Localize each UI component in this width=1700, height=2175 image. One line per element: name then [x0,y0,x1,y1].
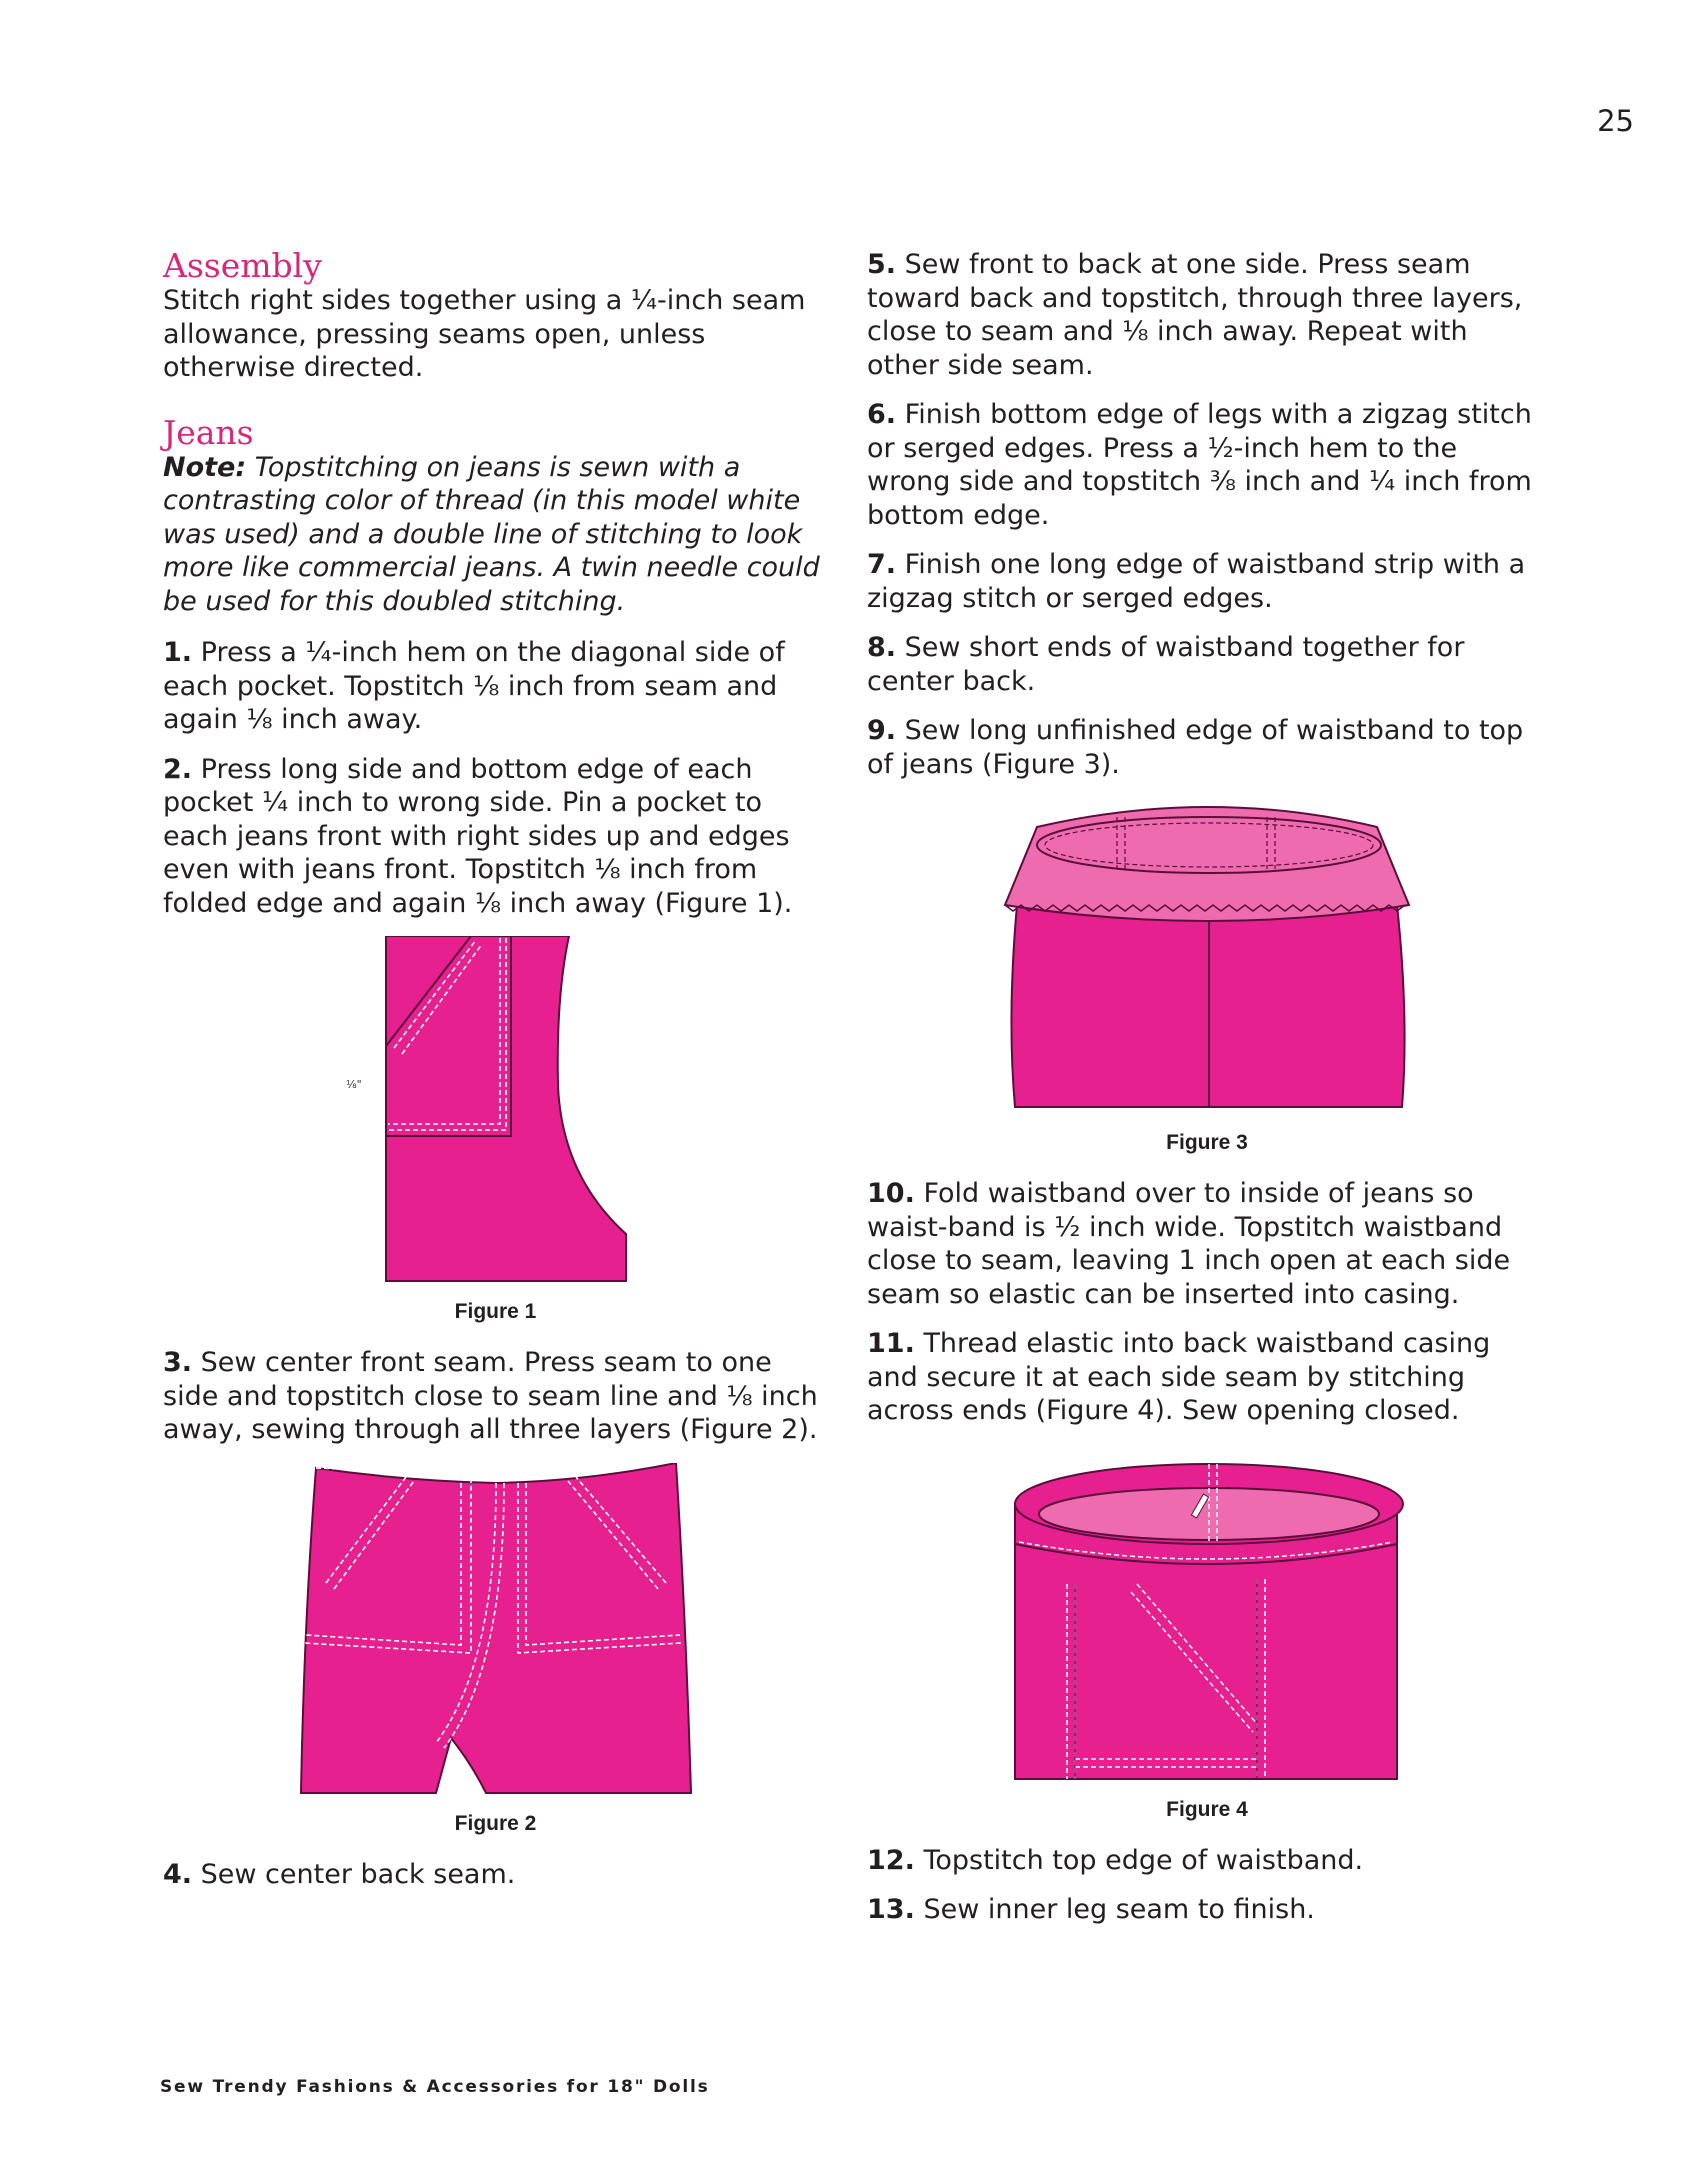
figure-2-caption: Figure 2 [454,1811,537,1835]
step-9: 9. Sew long unfinished edge of waistband to top of jeans (Figure 3). [867,715,1524,780]
figure-3 [867,797,1547,1155]
jeans-heading: Jeans [163,412,254,452]
right-column [867,248,1547,1943]
footer: Sew Trendy Fashions & Accessories for 18" Dolls [160,2077,710,2097]
step-11: 11. Thread elastic into back waistband casing and secure it at each side seam by stitching across ends (Figure 4). Sew opening closed. [867,1328,1491,1426]
note-text: Topstitching on jeans is sewn with a contrasting color of thread (in this model white was used) and a double line of stitching to look more like commercial jeans. A twin needle could be used for this doubled stitching. [163,451,820,617]
figure-3-caption: Figure 3 [1166,1131,1248,1154]
step-7: 7. Finish one long edge of waistband strip with a zigzag stitch or serged edges. [867,549,1526,614]
step-10: 10. Fold waistband over to inside of jeans so waist-band is ½ inch wide. Topstitch waistband close to seam, leaving 1 inch open at each side seam so elastic can be inserted into casing. [867,1178,1511,1310]
step-8: 8. Sew short ends of waistband together for center back. [867,632,1465,697]
note-label: Note: [163,451,247,483]
step-6: 6. Finish bottom edge of legs with a zigzag stitch or serged edges. Press a ½-inch hem to the wrong side and topstitch ⅜ inch and ¼ inch from bottom edge. [867,399,1532,531]
figure-1 [163,936,828,1324]
step-1: 1. Press a ¼-inch hem on the diagonal side of each pocket. Topstitch ⅛ inch from seam and again ⅛ inch away. [163,637,785,735]
step-4: 4. Sew center back seam. [163,1858,516,1890]
figure-1-label: ⅛" [345,1078,362,1091]
assembly-heading: Assembly [163,246,322,285]
figure-2-illustration [286,1463,706,1798]
figure-4-illustration [997,1444,1417,1784]
figure-2 [163,1463,828,1836]
assembly-text: Stitch right sides together using a ¼-inch seam allowance, pressing seams open, unless otherwise directed. [163,285,806,383]
step-13: 13. Sew inner leg seam to finish. [867,1894,1315,1925]
page-number: 25 [1597,104,1634,138]
jeans-note [163,451,828,619]
step-5: 5. Sew front to back at one side. Press seam toward back and topstitch, through three layers, close to seam and ⅛ inch away. Repeat with other side seam. [867,249,1523,381]
figure-1-caption: Figure 1 [454,1300,537,1323]
figure-3-illustration [997,797,1417,1117]
step-3: 3. Sew center front seam. Press seam to one side and topstitch close to seam line and ⅛ inch away, sewing through all three layers (Figure 2). [163,1347,818,1445]
figure-4 [867,1444,1547,1822]
step-2: 2. Press long side and bottom edge of each pocket ¼ inch to wrong side. Pin a pocket to each jeans front with right sides up and edges even with jeans front. Topstitch ⅛ inch from folded edge and again ⅛ inch away (Figure 1). [163,753,793,919]
figure-1-illustration [326,936,666,1286]
left-column [163,248,828,1907]
figure-4-caption: Figure 4 [1166,1797,1248,1821]
step-12: 12. Topstitch top edge of waistband. [867,1844,1364,1876]
